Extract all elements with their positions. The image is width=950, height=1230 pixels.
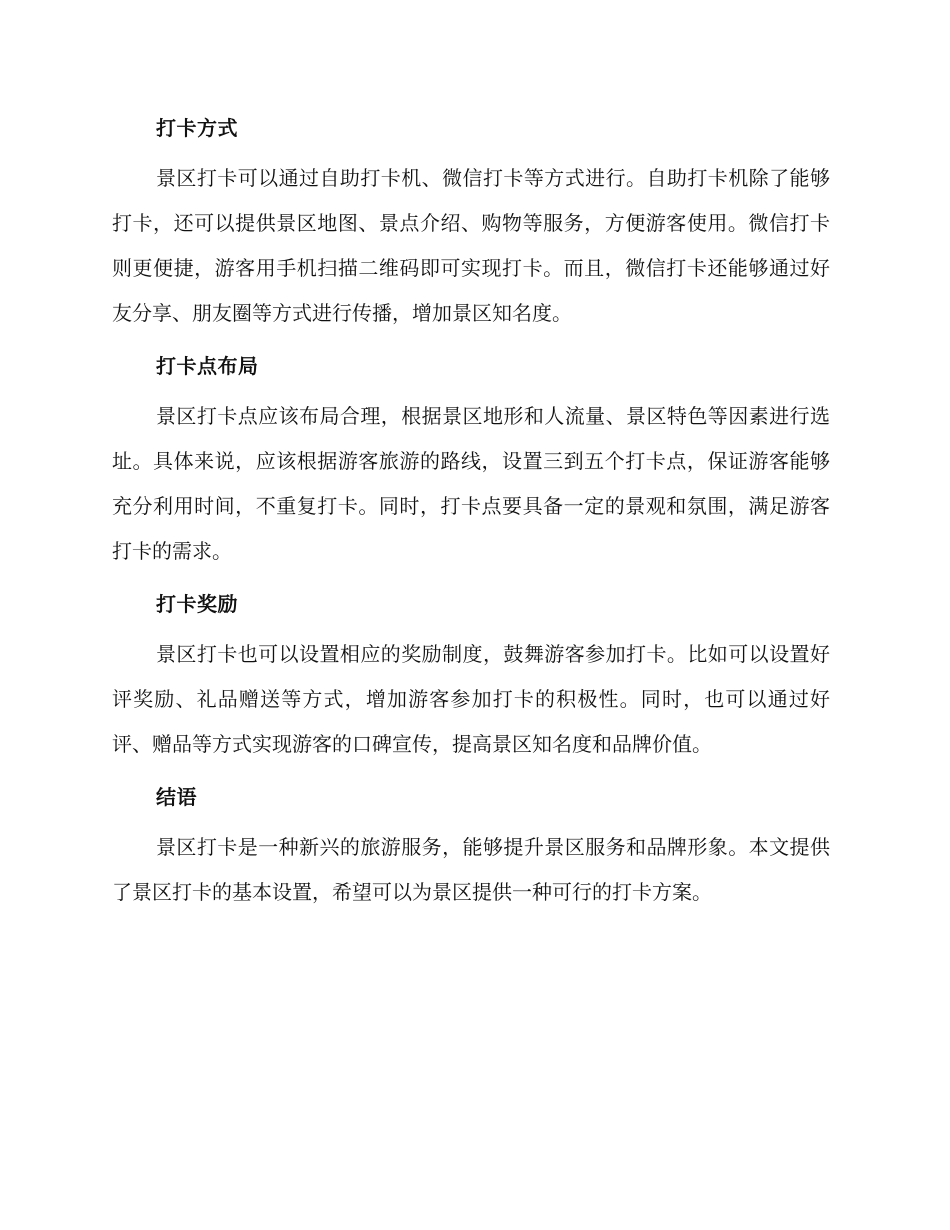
section-conclusion	[112, 781, 830, 915]
section-checkin-rewards	[112, 588, 830, 767]
section-checkin-layout	[112, 350, 830, 574]
section-checkin-methods	[112, 112, 830, 336]
section-heading: 结语	[156, 785, 197, 809]
section-heading: 打卡奖励	[156, 592, 238, 616]
section-heading: 打卡方式	[156, 116, 238, 140]
section-paragraph: 景区打卡点应该布局合理，根据景区地形和人流量、景区特色等因素进行选址。具体来说，应该根据游客旅游的路线，设置三到五个打卡点，保证游客能够充分利用时间，不重复打卡。同时，打卡点要具备一定的景观和氛围，满足游客打卡的需求。	[112, 404, 830, 563]
document-page	[112, 112, 830, 915]
section-paragraph: 景区打卡可以通过自助打卡机、微信打卡等方式进行。自助打卡机除了能够打卡，还可以提供景区地图、景点介绍、购物等服务，方便游客使用。微信打卡则更便捷，游客用手机扫描二维码即可实现打卡。而且，微信打卡还能够通过好友分享、朋友圈等方式进行传播，增加景区知名度。	[112, 166, 830, 325]
section-paragraph: 景区打卡也可以设置相应的奖励制度，鼓舞游客参加打卡。比如可以设置好评奖励、礼品赠送等方式，增加游客参加打卡的积极性。同时，也可以通过好评、赠品等方式实现游客的口碑宣传，提高景区知名度和品牌价值。	[112, 642, 830, 756]
section-heading: 打卡点布局	[156, 354, 259, 378]
section-paragraph: 景区打卡是一种新兴的旅游服务，能够提升景区服务和品牌形象。本文提供了景区打卡的基本设置，希望可以为景区提供一种可行的打卡方案。	[112, 835, 830, 904]
